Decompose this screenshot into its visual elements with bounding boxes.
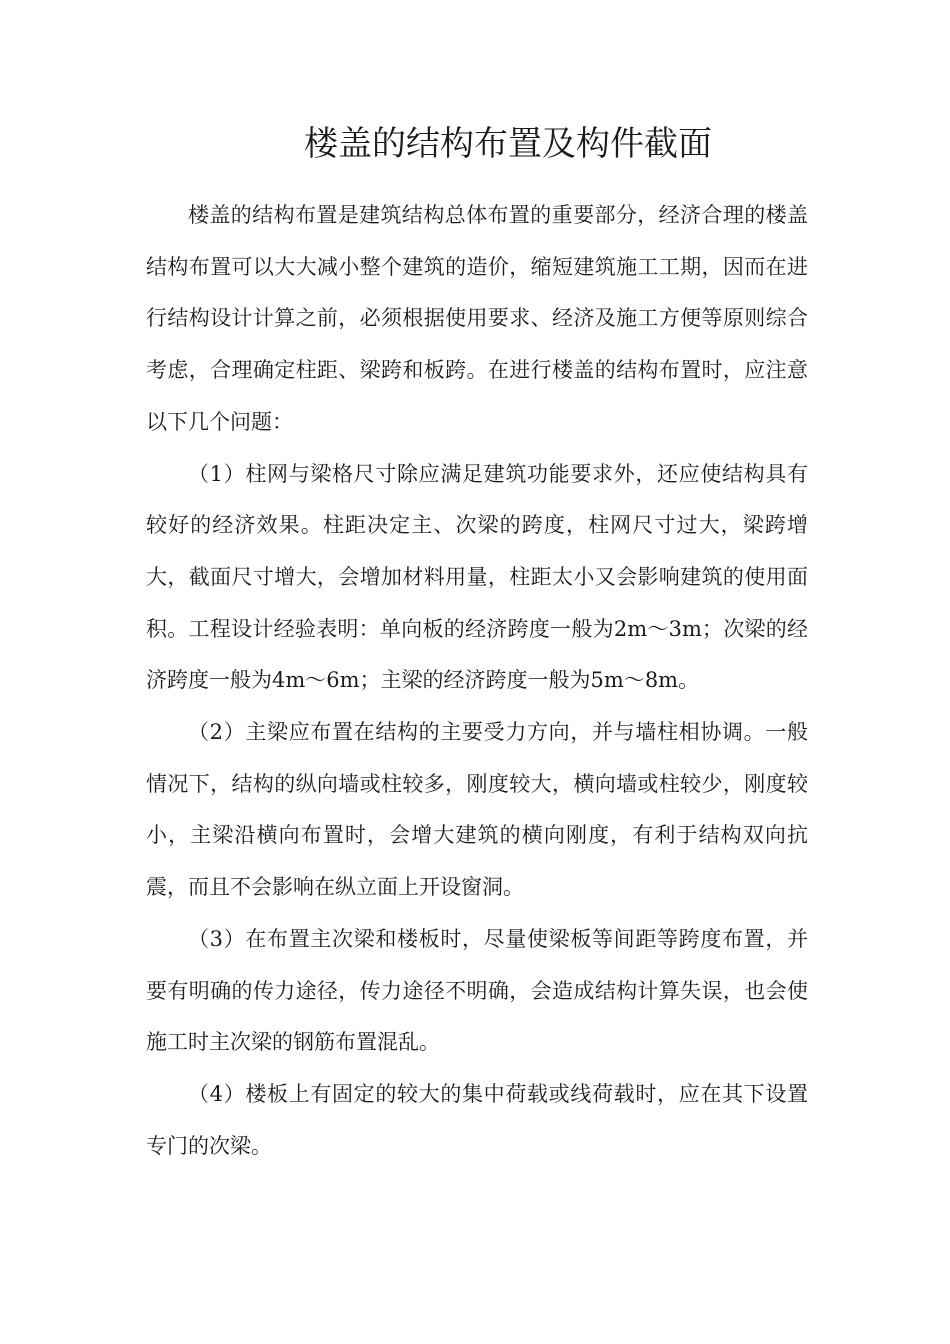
document-body <box>146 190 808 1172</box>
paragraph-item-4: （4）楼板上有固定的较大的集中荷载或线荷载时，应在其下设置专门的次梁。 <box>146 1081 808 1158</box>
paragraph-intro: 楼盖的结构布置是建筑结构总体布置的重要部分，经济合理的楼盖结构布置可以大大减小整个建筑的造价，缩短建筑施工工期，因而在进行结构设计计算之前，必须根据使用要求、经济及施工方便等原则综合考虑，合理确定柱距、梁跨和板跨。在进行楼盖的结构布置时，应注意以下几个问题： <box>146 203 808 434</box>
paragraph-item-2: （2）主梁应布置在结构的主要受力方向，并与墙柱相协调。一般情况下，结构的纵向墙或柱较多，刚度较大，横向墙或柱较少，刚度较小，主梁沿横向布置时，会增大建筑的横向刚度，有利于结构双向抗震，而且不会影响在纵立面上开设窗洞。 <box>146 720 808 900</box>
paragraph-item-1: （1）柱网与梁格尺寸除应满足建筑功能要求外，还应使结构具有较好的经济效果。柱距决定主、次梁的跨度，柱网尺寸过大，梁跨增大，截面尺寸增大，会增加材料用量，柱距太小又会影响建筑的使用面积。工程设计经验表明：单向板的经济跨度一般为2m～3m；次梁的经济跨度一般为4m～6m；主梁的经济跨度一般为5m～8m。 <box>146 461 808 693</box>
paragraph-item-3: （3）在布置主次梁和楼板时，尽量使梁板等间距等跨度布置，并要有明确的传力途径，传力途径不明确，会造成结构计算失误，也会使施工时主次梁的钢筋布置混乱。 <box>146 926 808 1055</box>
document-title: 楼盖的结构布置及构件截面 <box>304 124 712 164</box>
